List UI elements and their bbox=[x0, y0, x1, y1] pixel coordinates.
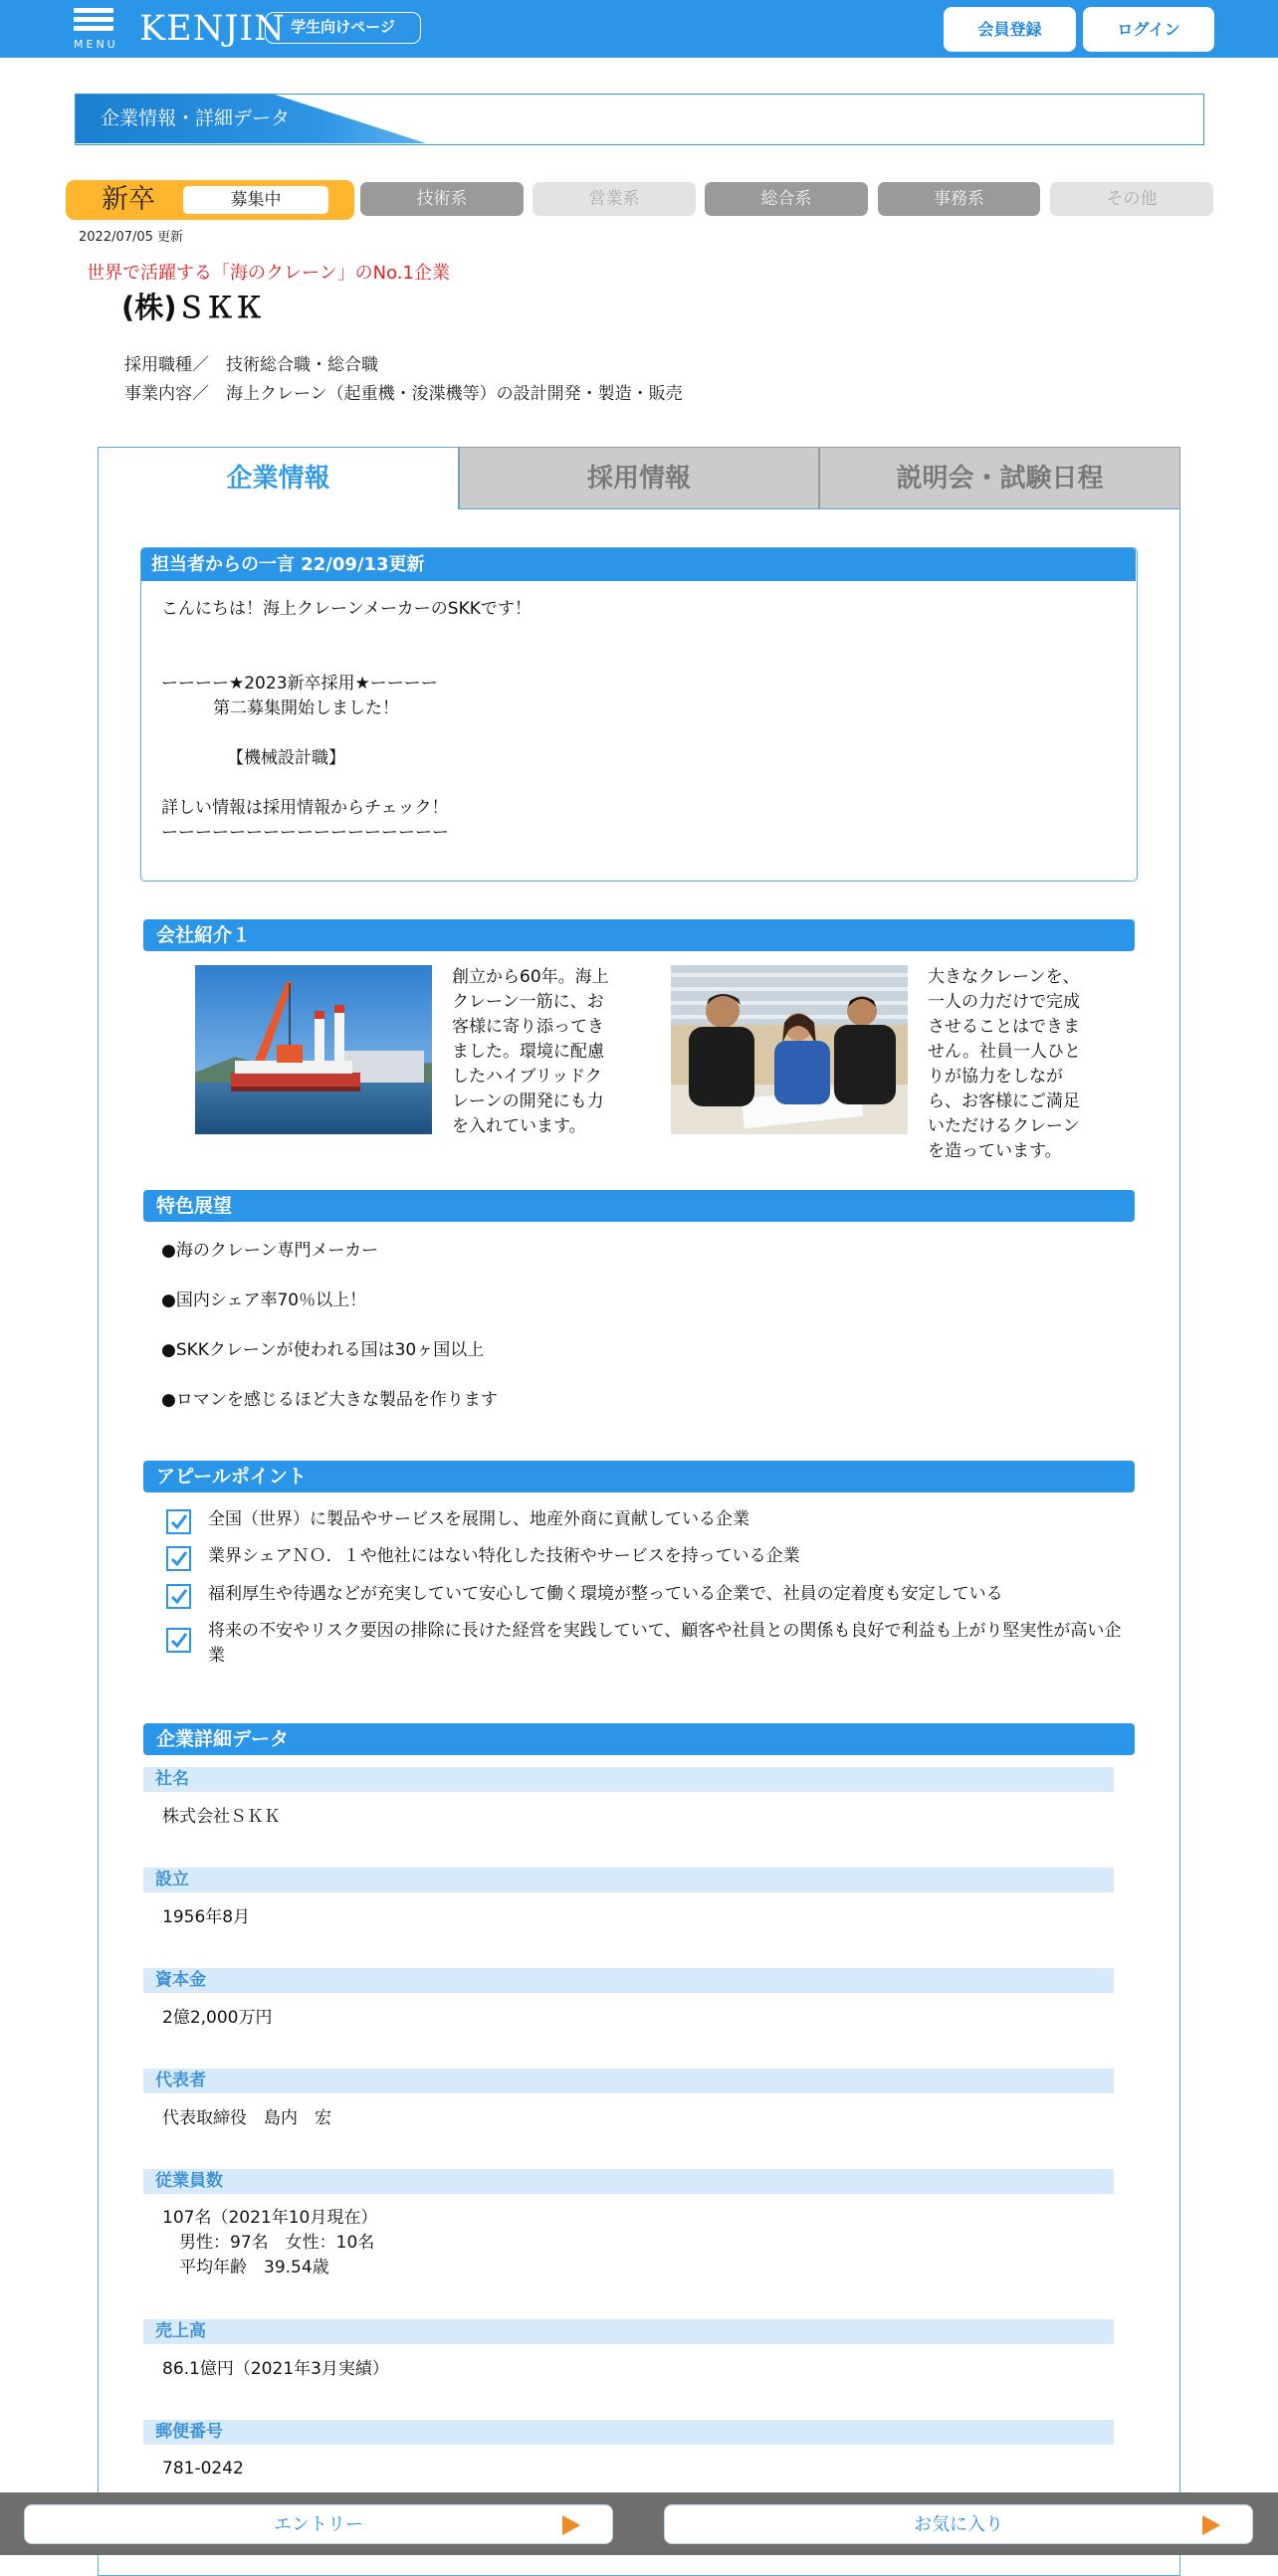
hamburger-bar bbox=[74, 17, 113, 22]
appeal-item: 将来の不安やリスク要因の排除に長けた経営を実践していて、顧客や社員との関係も良好で利益も上がり堅実性が高い企業 bbox=[208, 1621, 1122, 1666]
updated-date: 2022/07/05 更新 bbox=[79, 230, 184, 245]
site-header bbox=[0, 0, 1278, 58]
appeal-item: 福利厚生や待遇などが充実していて安心して働く環境が整っている企業で、社員の定着度も安定している bbox=[208, 1584, 1003, 1604]
detail-label-name: 社名 bbox=[143, 1767, 1114, 1792]
checkbox-checked-icon bbox=[166, 1584, 191, 1609]
detail-value-representative: 代表取締役 島内 宏 bbox=[162, 2108, 331, 2128]
appeal-heading: アピールポイント bbox=[143, 1461, 1135, 1492]
login-button[interactable]: ログイン bbox=[1083, 7, 1214, 52]
appeal-item: 業界シェアＮＯ．１や他社にはない特化した技術やサービスを持っている企業 bbox=[208, 1546, 800, 1566]
detail-label-capital: 資本金 bbox=[143, 1968, 1114, 1993]
favorite-button-label: お気に入り bbox=[914, 2514, 1003, 2535]
message-line: 詳しい情報は採用情報からチェック！ bbox=[161, 798, 449, 818]
detail-value-postal-code: 781-0242 bbox=[162, 2459, 244, 2478]
job-types: 採用職種／ 技術総合職・総合職 bbox=[124, 355, 378, 375]
register-button[interactable]: 会員登録 bbox=[944, 7, 1076, 52]
category-new-grad bbox=[66, 180, 354, 220]
entry-button-label: エントリー bbox=[274, 2514, 363, 2535]
page-title-bar bbox=[75, 94, 1204, 145]
tab-seminar-schedule[interactable]: 説明会・試験日程 bbox=[819, 447, 1180, 509]
message-line: ーーーー★2023新卒採用★ーーーー bbox=[161, 674, 438, 694]
checkbox-checked-icon bbox=[166, 1509, 191, 1534]
entry-button[interactable] bbox=[24, 2504, 613, 2544]
category-tech[interactable]: 技術系 bbox=[360, 182, 524, 216]
student-page-button[interactable]: 学生向けページ bbox=[265, 12, 421, 44]
staff-message-heading: 担当者からの一言 22/09/13更新 bbox=[141, 548, 1136, 581]
intro-text-1: 創立から60年。海上クレーン一筋に、お客様に寄り添ってきました。環境に配慮したハイブリッドクレーンの開発にも力を入れています。 bbox=[452, 967, 609, 1136]
feature-item: ●海のクレーン専門メーカー bbox=[161, 1241, 379, 1261]
category-other: その他 bbox=[1050, 182, 1213, 216]
category-office[interactable]: 事務系 bbox=[878, 182, 1040, 216]
detail-label-representative: 代表者 bbox=[143, 2069, 1114, 2093]
features-heading: 特色展望 bbox=[143, 1190, 1135, 1222]
feature-item: ●SKKクレーンが使われる国は30ヶ国以上 bbox=[161, 1340, 485, 1360]
detail-label-postal-code: 郵便番号 bbox=[143, 2420, 1114, 2445]
menu-button[interactable] bbox=[72, 8, 117, 50]
detail-label-sales: 売上高 bbox=[143, 2319, 1114, 2344]
hamburger-bar bbox=[74, 26, 113, 31]
detail-value-sales: 86.1億円（2021年3月実績） bbox=[162, 2359, 389, 2379]
company-name: (株)ＳＫＫ bbox=[121, 291, 264, 324]
staff-message-box bbox=[140, 547, 1138, 882]
company-summary bbox=[124, 351, 683, 409]
details-heading: 企業詳細データ bbox=[143, 1723, 1135, 1755]
favorite-button[interactable] bbox=[664, 2504, 1253, 2544]
message-line: 【機械設計職】 bbox=[227, 748, 345, 768]
feature-item: ●ロマンを感じるほど大きな製品を作ります bbox=[161, 1390, 498, 1410]
message-line: 第二募集開始しました！ bbox=[213, 698, 399, 718]
play-arrow-icon bbox=[1202, 2515, 1220, 2535]
category-new-grad-label: 新卒 bbox=[102, 184, 155, 215]
detail-value-employees: 107名（2021年10月現在） 男性：97名 女性：10名 平均年齢 39.54歳 bbox=[162, 2208, 378, 2278]
intro-text-2: 大きなクレーンを、一人の力だけで完成させることはできません。社員一人ひとりが協力をしながら、お客様にご満足いただけるクレーンを造っています。 bbox=[928, 967, 1082, 1161]
checkbox-checked-icon bbox=[166, 1546, 191, 1571]
detail-value-name: 株式会社ＳＫＫ bbox=[162, 1807, 281, 1827]
appeal-item: 全国（世界）に製品やサービスを展開し、地産外商に貢献している企業 bbox=[208, 1509, 749, 1529]
catchphrase: 世界で活躍する「海のクレーン」のNo.1企業 bbox=[87, 263, 450, 284]
detail-label-founded: 設立 bbox=[143, 1868, 1114, 1892]
tab-recruitment-info[interactable]: 採用情報 bbox=[459, 447, 819, 509]
tab-company-info[interactable]: 企業情報 bbox=[98, 447, 459, 509]
hamburger-icon bbox=[74, 8, 113, 13]
business-description: 事業内容／ 海上クレーン（起重機・浚渫機等）の設計開発・製造・販売 bbox=[124, 384, 683, 404]
category-sales: 営業系 bbox=[532, 182, 696, 216]
message-line: ーーーーーーーーーーーーーーーーー bbox=[161, 823, 449, 843]
detail-value-capital: 2億2,000万円 bbox=[162, 2008, 273, 2028]
staff-meeting-photo bbox=[671, 965, 908, 1134]
category-general[interactable]: 総合系 bbox=[705, 182, 868, 216]
crane-ship-photo bbox=[195, 965, 432, 1134]
message-line: こんにちは！海上クレーンメーカーのSKKです！ bbox=[161, 599, 532, 619]
detail-value-founded: 1956年8月 bbox=[162, 1907, 251, 1927]
feature-item: ●国内シェア率70％以上！ bbox=[161, 1290, 367, 1310]
menu-label: MENU bbox=[74, 38, 118, 51]
intro-heading: 会社紹介１ bbox=[143, 919, 1135, 951]
detail-label-employees: 従業員数 bbox=[143, 2169, 1114, 2194]
recruiting-status-badge: 募集中 bbox=[183, 186, 328, 214]
page-title: 企業情報・詳細データ bbox=[101, 107, 291, 129]
checkbox-checked-icon bbox=[166, 1628, 191, 1653]
site-logo[interactable]: KENJIN bbox=[139, 9, 286, 49]
play-arrow-icon bbox=[562, 2515, 580, 2535]
